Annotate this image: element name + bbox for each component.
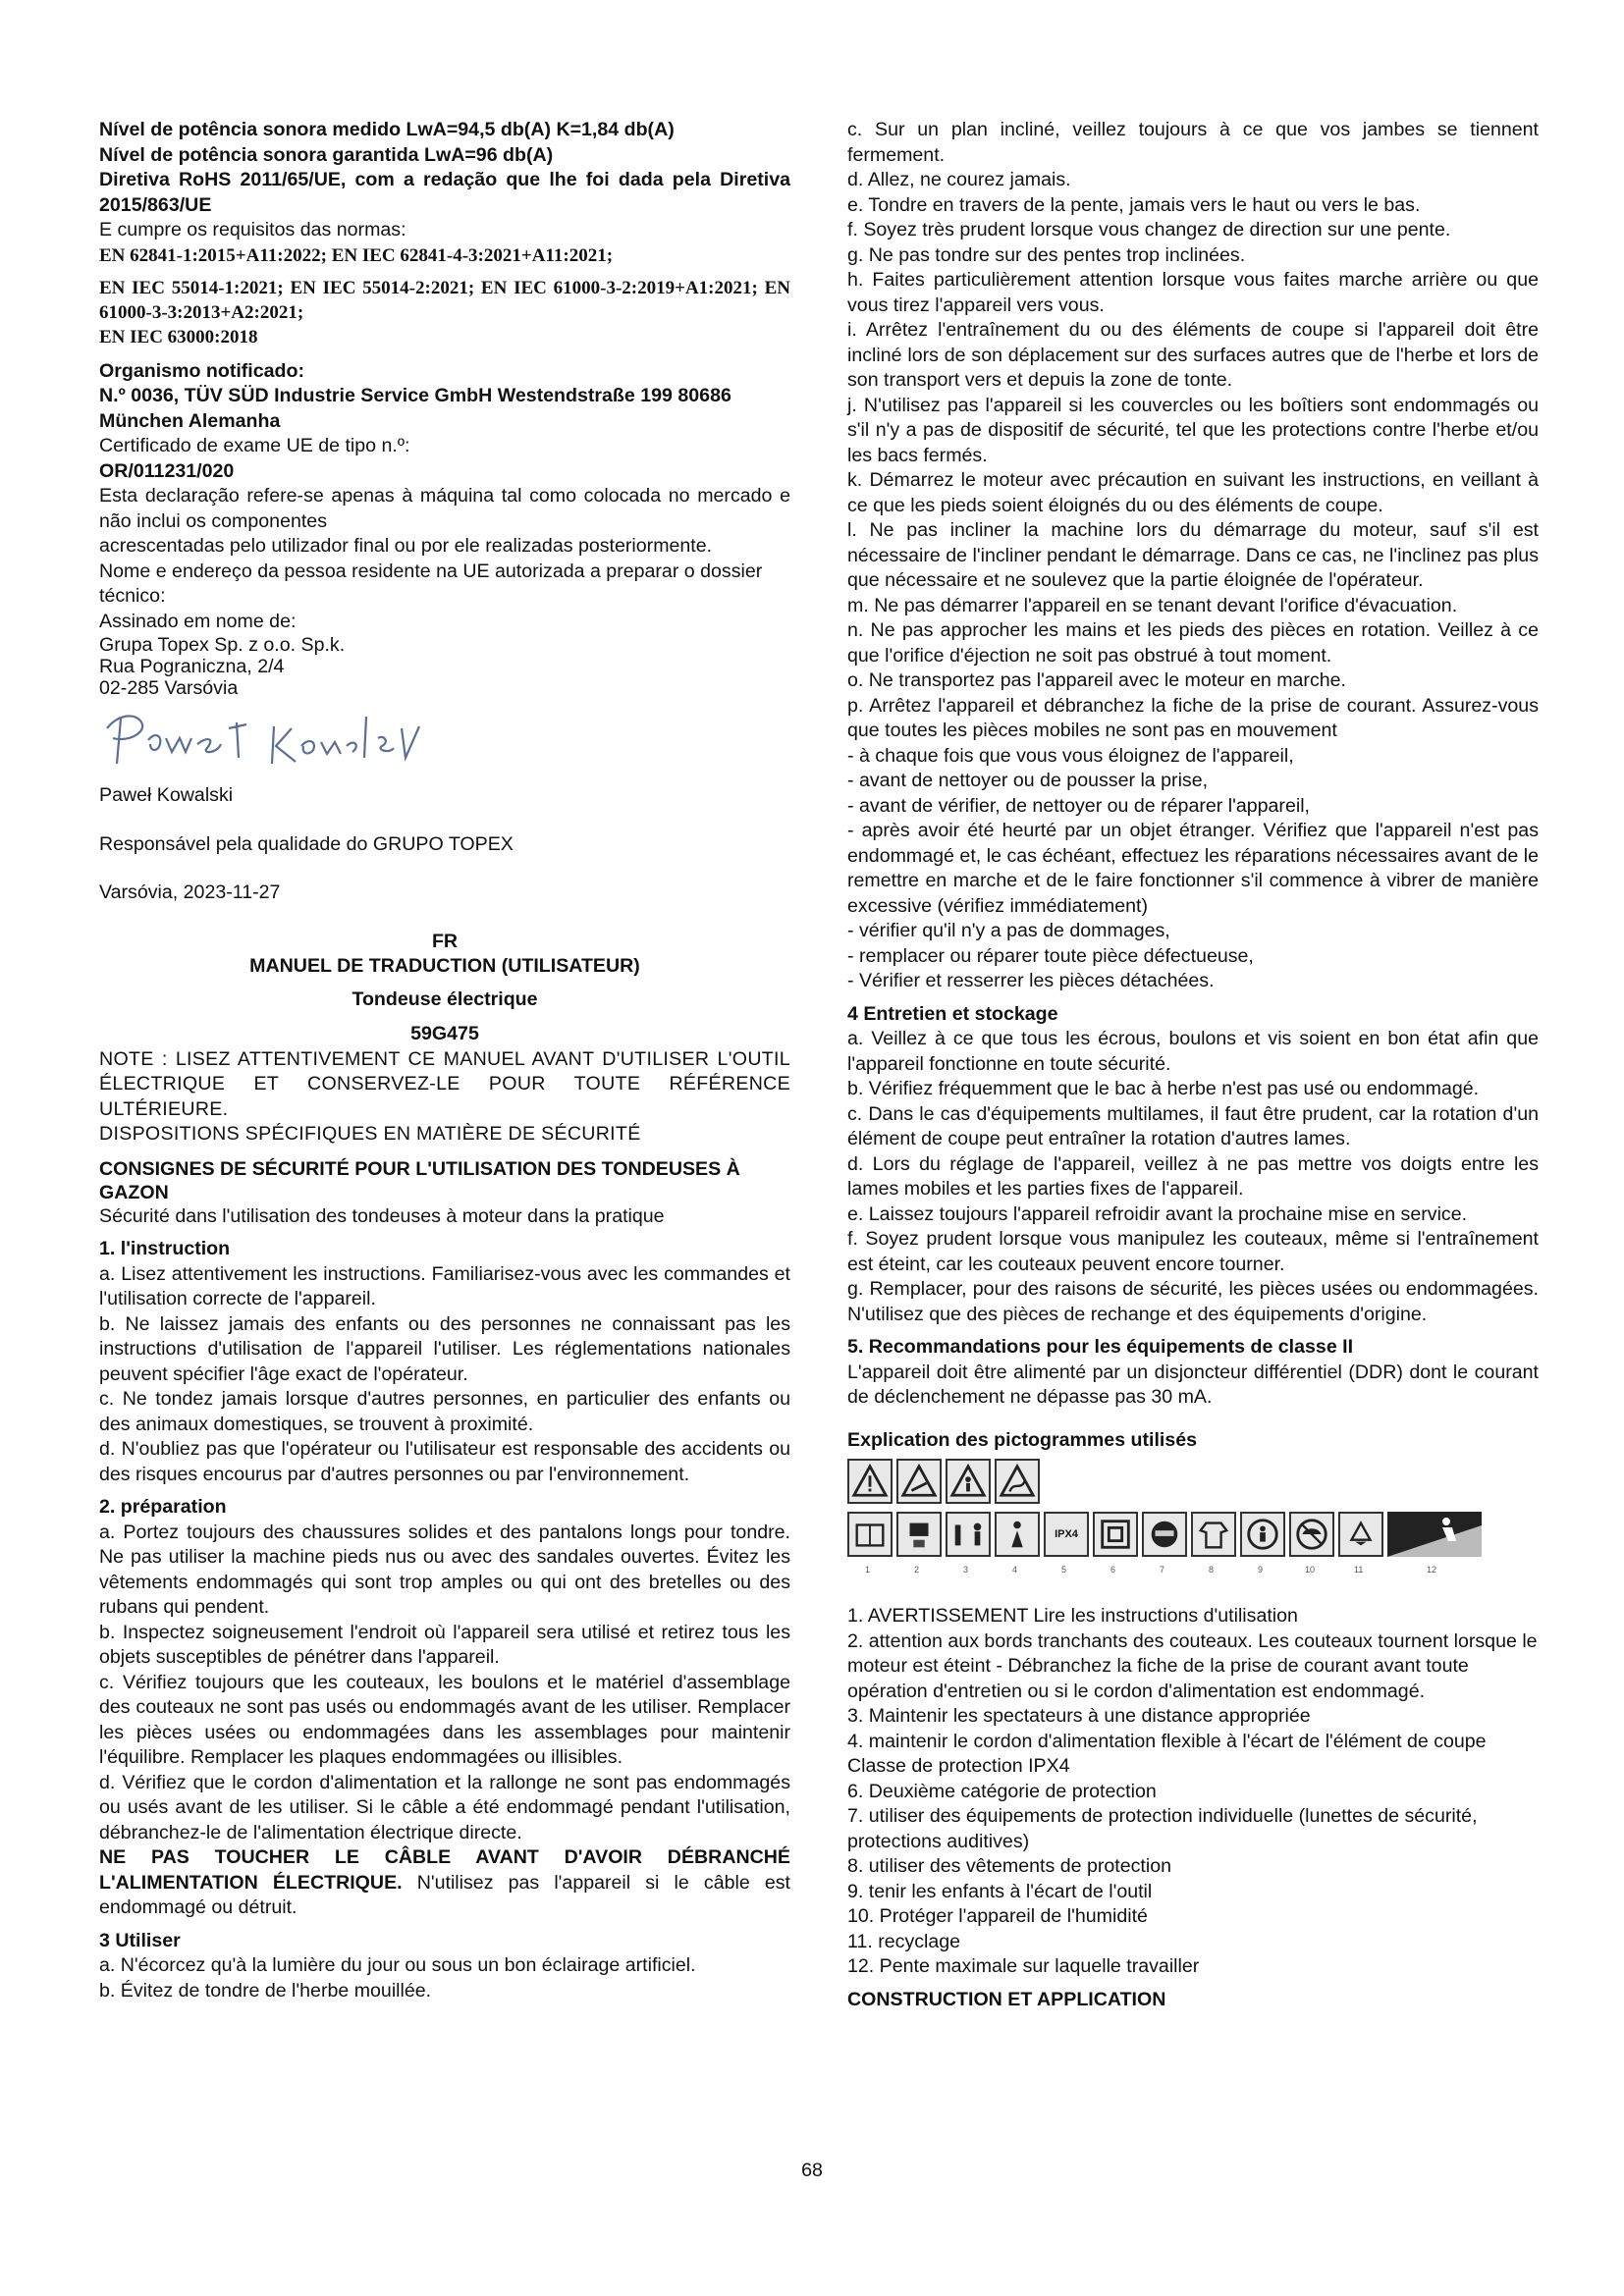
section-2-item: d. Vérifiez que le cordon d'alimentation et la rallonge ne sont pas endommagés ou usés avant de les utiliser. Si le câble a été endommagé pendant l'utilisation, débranchez-le de l'alimentation électrique directe. xyxy=(99,1771,790,1843)
signature-graphic xyxy=(99,699,453,777)
pict-num: 4 xyxy=(1012,1565,1018,1575)
page-number: 68 xyxy=(801,2160,823,2181)
warning-rest: N'utilisez pas l'appareil si le câble est endommagé ou détruit. xyxy=(99,1871,790,1918)
pictogram-legend-item: 3. Maintenir les spectateurs à une distance appropriée xyxy=(847,1705,1311,1727)
pict-num: 11 xyxy=(1354,1565,1364,1575)
consignes-sub: Sécurité dans l'utilisation des tondeuses à moteur dans la pratique xyxy=(99,1204,665,1227)
product-name: Tondeuse électrique xyxy=(352,988,538,1010)
section-4-item: f. Soyez prudent lorsque vous manipulez les couteaux, même si l'entraînement est éteint, car les couteaux peuvent encore tourner. xyxy=(847,1228,1539,1275)
pict-num: 2 xyxy=(914,1565,920,1575)
section-1-item: d. N'oubliez pas que l'opérateur ou l'utilisateur est responsable des accidents ou des risques encourus par d'autres personnes ou par l'environnement. xyxy=(99,1438,790,1485)
section-3-item: c. Sur un plan incliné, veillez toujours à ce que vos jambes se tiennent fermement. xyxy=(847,119,1539,166)
signature-text xyxy=(453,699,454,700)
left-column xyxy=(99,118,790,2003)
section-4-title: 4 Entretien et stockage xyxy=(847,1002,1058,1025)
dispositions-text: DISPOSITIONS SPÉCIFIQUES EN MATIÈRE DE SÉCURITÉ xyxy=(99,1123,641,1145)
pictogram-legend-item: 10. Protéger l'appareil de l'humidité xyxy=(847,1905,1148,1927)
cord-away-icon xyxy=(995,1512,1040,1557)
norm-intro: E cumpre os requisitos das normas: xyxy=(99,219,406,240)
manual-book-icon xyxy=(847,1512,893,1557)
pictogram-legend-item: 11. recyclage xyxy=(847,1930,961,1952)
section-3-item: k. Démarrez le moteur avec précaution en suivant les instructions, en veillant à ce que les pieds soient éloignés du ou des éléments de coupe. xyxy=(847,469,1539,516)
date-line: Varsóvia, 2023-11-27 xyxy=(99,881,281,903)
section-3-subitem: - à chaque fois que vous vous éloignez de l'appareil, xyxy=(847,744,1294,767)
pict-num: 3 xyxy=(963,1565,969,1575)
decl-text: Assinado em nome de: xyxy=(99,610,297,632)
decl-line: Nível de potência sonora garantida LwA=96 db(A) xyxy=(99,143,554,166)
section-3-item: g. Ne pas tondre sur des pentes trop inclinées. xyxy=(847,243,1246,266)
norm-line: EN IEC 55014-1:2021; EN IEC 55014-2:2021; EN IEC 61000-3-2:2019+A1:2021; EN 61000-3-3:2013+A2:2021; xyxy=(99,277,790,323)
section-1-item: c. Ne tondez jamais lorsque d'autres personnes, en particulier des enfants ou des animaux domestiques, se trouvent à proximité. xyxy=(99,1388,790,1435)
section-2-item: b. Inspectez soigneusement l'endroit où l'appareil sera utilisé et retirez tous les objets susceptibles de pénétrer dans l'appareil. xyxy=(99,1621,790,1668)
section-3-item: j. N'utilisez pas l'appareil si les couvercles ou les boîtiers sont endommagés ou s'il n'y a pas de dispositif de sécurité, tel que les protections contre l'herbe et/ou les bacs fermés. xyxy=(847,394,1539,466)
cord-warning-icon xyxy=(995,1459,1040,1504)
consignes-title: CONSIGNES DE SÉCURITÉ POUR L'UTILISATION DES TONDEUSES À GAZON xyxy=(99,1157,740,1203)
section-2-warning xyxy=(99,1845,790,1921)
section-2-item: c. Vérifiez toujours que les couteaux, les boulons et le matériel d'assemblage des couteaux ne sont pas usés ou endommagés avant de les utiliser. Remplacer les pièces usées ou endommagées dans les assemblages pour maintenir l'équilibre. Remplacer les plaques endommagées ou illisibles. xyxy=(99,1671,790,1768)
section-3-subitem: - avant de nettoyer ou de pousser la prise, xyxy=(847,770,1209,791)
children-away-icon xyxy=(1240,1512,1285,1557)
protective-gear-icon xyxy=(1142,1512,1187,1557)
section-3-item: e. Tondre en travers de la pente, jamais vers le haut ou vers le bas. xyxy=(847,193,1421,216)
pict-num: 7 xyxy=(1160,1565,1165,1575)
warning-triangle-icon xyxy=(847,1459,893,1504)
distance-icon xyxy=(946,1512,991,1557)
pict-num: 12 xyxy=(1427,1565,1437,1575)
right-column xyxy=(847,118,1539,2012)
company-name: Grupa Topex Sp. z o.o. Sp.k. xyxy=(99,634,346,656)
notified-title: Organismo notificado: xyxy=(99,359,305,382)
section-4-item: g. Remplacer, pour des raisons de sécurité, les pièces usées ou endommagées. N'utilisez que des pièces de rechange et des équipements d'origine. xyxy=(847,1278,1539,1325)
section-3-item: h. Faites particulièrement attention lorsque vous faites marche arrière ou que vous tirez l'appareil vers vous. xyxy=(847,269,1539,316)
section-3-item: n. Ne pas approcher les mains et les pieds des pièces en rotation. Veillez à ce que l'orifice d'éjection ne soit pas obstrué à tout moment. xyxy=(847,619,1539,667)
manual-title: MANUEL DE TRADUCTION (UTILISATEUR) xyxy=(249,955,640,977)
section-4-item: a. Veillez à ce que tous les écrous, boulons et vis soient en bon état afin que l'appareil fonctionne en toute sécurité. xyxy=(847,1028,1539,1075)
section-3-item: o. Ne transportez pas l'appareil avec le moteur en marche. xyxy=(847,669,1346,691)
section-3-item: b. Évitez de tondre de l'herbe mouillée. xyxy=(99,1979,432,2002)
decl-text: Nome e endereço da pessoa residente na UE autorizada a preparar o dossier técnico: xyxy=(99,560,763,607)
pictogram-legend-item: 6. Deuxième catégorie de protection xyxy=(847,1780,1157,1802)
pictogram-row-top xyxy=(847,1459,1040,1504)
pictograms-strip xyxy=(847,1459,1554,1604)
class-two-icon xyxy=(1093,1512,1138,1557)
section-3-item: p. Arrêtez l'appareil et débranchez la fiche de la prise de courant. Assurez-vous que toutes les pièces mobiles ne sont pas en mouvement xyxy=(847,694,1539,741)
norm-line: EN 62841-1:2015+A11:2022; EN IEC 62841-4-3:2021+A11:2021; xyxy=(99,244,614,266)
pict-num: 9 xyxy=(1258,1565,1264,1575)
pictogram-legend-item: 4. maintenir le cordon d'alimentation flexible à l'écart de l'élément de coupe xyxy=(847,1730,1487,1752)
note-text: NOTE : LISEZ ATTENTIVEMENT CE MANUEL AVANT D'UTILISER L'OUTIL ÉLECTRIQUE ET CONSERVEZ-LE POUR TOUTE RÉFÉRENCE ULTÉRIEURE. xyxy=(99,1047,790,1120)
section-2-title: 2. préparation xyxy=(99,1496,227,1518)
section-4-item: d. Lors du réglage de l'appareil, veillez à ne pas mettre vos doigts entre les lames mobiles et les parties fixes de l'appareil. xyxy=(847,1152,1539,1200)
section-3-item: m. Ne pas démarrer l'appareil en se tenant devant l'orifice d'évacuation. xyxy=(847,594,1458,616)
pictogram-row-bottom xyxy=(847,1512,1482,1557)
section-1-title: 1. l'instruction xyxy=(99,1238,231,1259)
decl-line: Nível de potência sonora medido LwA=94,5 db(A) K=1,84 db(A) xyxy=(99,119,675,140)
pictogram-legend-item: Classe de protection IPX4 xyxy=(847,1755,1070,1777)
section-4-item: c. Dans le cas d'équipements multilames, il faut être prudent, car la rotation d'un élément de coupe peut entraîner la rotation d'autres lames. xyxy=(847,1102,1539,1149)
pictogram-legend-item: 8. utiliser des vêtements de protection xyxy=(847,1855,1172,1877)
section-2-item: a. Portez toujours des chaussures solides et des pantalons longs pour tondre. Ne pas utiliser la machine pieds nus ou avec des sandales ouvertes. Évitez les vêtements endommagés qui sont trop amples ou qui ont des bretelles ou des rubans qui pendent. xyxy=(99,1521,790,1618)
pictogram-legend-item: 9. tenir les enfants à l'écart de l'outil xyxy=(847,1880,1153,1902)
unplug-icon xyxy=(896,1512,942,1557)
cert-label: Certificado de exame UE de tipo n.º: xyxy=(99,435,410,456)
decl-text: acrescentadas pelo utilizador final ou por ele realizadas posteriormente. xyxy=(99,535,713,557)
language-code: FR xyxy=(431,930,459,952)
section-3-item: i. Arrêtez l'entraînement du ou des éléments de coupe si l'appareil doit être incliné lors de son déplacement sur des surfaces autres que de l'herbe et lors de son transport vers et depuis la zone de tonte. xyxy=(847,319,1539,391)
decl-text: Esta declaração refere-se apenas à máquina tal como colocada no mercado e não inclui os componentes xyxy=(99,485,790,532)
section-5-text: L'appareil doit être alimenté par un disjoncteur différentiel (DDR) dont le courant de déclenchement ne dépasse pas 30 mA. xyxy=(847,1361,1539,1408)
pictogram-legend-item: 12. Pente maximale sur laquelle travailler xyxy=(847,1955,1200,1977)
pict-num: 5 xyxy=(1061,1565,1067,1575)
model-number: 59G475 xyxy=(410,1023,479,1044)
protective-clothing-icon xyxy=(1191,1512,1236,1557)
section-4-item: e. Laissez toujours l'appareil refroidir avant la prochaine mise en service. xyxy=(847,1202,1468,1225)
section-3-subitem: - après avoir été heurté par un objet étranger. Vérifiez que l'appareil n'est pas endommagé et, le cas échéant, effectuez les réparations nécessaires avant de le remettre en marche et de le faire fonctionner s'il commence à vibrer de manière excessive (vérifiez immédiatement) xyxy=(847,820,1539,917)
section-1-item: a. Lisez attentivement les instructions. Familiarisez-vous avec les commandes et l'utilisation correcte de l'appareil. xyxy=(99,1262,790,1309)
section-3-subitem: - Vérifier et resserrer les pièces détachées. xyxy=(847,970,1215,991)
notified-body: N.º 0036, TÜV SÜD Industrie Service GmbH Westendstraße 199 80686 München Alemanha xyxy=(99,385,731,432)
section-3-title: 3 Utiliser xyxy=(99,1929,181,1951)
pictograms-title: Explication des pictogrammes utilisés xyxy=(847,1428,1198,1451)
no-rain-icon xyxy=(1289,1512,1334,1557)
pictogram-legend-item: 1. AVERTISSEMENT Lire les instructions d'utilisation xyxy=(847,1605,1298,1627)
section-3-subitem: - vérifier qu'il n'y a pas de dommages, xyxy=(847,920,1170,941)
responsible-line: Responsável pela qualidade do GRUPO TOPEX xyxy=(99,832,514,855)
signature xyxy=(99,699,790,777)
section-4-item: b. Vérifiez fréquemment que le bac à herbe n'est pas usé ou endommagé. xyxy=(847,1078,1480,1099)
company-street: Rua Pograniczna, 2/4 xyxy=(99,656,285,677)
cert-number: OR/011231/020 xyxy=(99,459,235,482)
blade-warning-icon xyxy=(896,1459,942,1504)
warning-bold: NE PAS TOUCHER LE CÂBLE AVANT D'AVOIR DÉBRANCHÉ L'ALIMENTATION ÉLECTRIQUE. xyxy=(99,1846,790,1894)
pictogram-legend-item: 2. attention aux bords tranchants des couteaux. Les couteaux tournent lorsque le moteur est éteint - Débranchez la fiche de la prise de courant avant toute opération d'entretien ou si le cordon d'alimentation est endommagé. xyxy=(847,1629,1538,1702)
section-3-subitem: - remplacer ou réparer toute pièce défectueuse, xyxy=(847,944,1254,967)
company-city: 02-285 Varsóvia xyxy=(99,677,239,699)
recycling-icon xyxy=(1338,1512,1383,1557)
decl-line: Diretiva RoHS 2011/65/UE, com a redação que lhe foi dada pela Diretiva 2015/863/UE xyxy=(99,169,790,216)
norm-line: EN IEC 63000:2018 xyxy=(99,326,258,347)
pict-num: 1 xyxy=(865,1565,871,1575)
section-3-item: d. Allez, ne courez jamais. xyxy=(847,169,1071,190)
pictogram-legend-item: 7. utiliser des équipements de protection individuelle (lunettes de sécurité, protections auditives) xyxy=(847,1805,1478,1852)
pict-num: 6 xyxy=(1110,1565,1116,1575)
section-1-item: b. Ne laissez jamais des enfants ou des personnes ne connaissant pas les instructions d'utilisation de l'appareil l'utiliser. Les réglementations nationales peuvent spécifier l'âge exact de l'opérateur. xyxy=(99,1312,790,1385)
section-3-item: a. N'écorcez qu'à la lumière du jour ou sous un bon éclairage artificiel. xyxy=(99,1954,696,1976)
signer-name: Paweł Kowalski xyxy=(99,784,234,806)
ipx4-icon: IPX4 xyxy=(1044,1512,1089,1557)
section-3-item: f. Soyez très prudent lorsque vous changez de direction sur une pente. xyxy=(847,219,1451,240)
construction-title: CONSTRUCTION ET APPLICATION xyxy=(847,1988,1166,2010)
pict-num: 8 xyxy=(1209,1565,1215,1575)
bystander-warning-icon xyxy=(946,1459,991,1504)
section-3-item: l. Ne pas incliner la machine lors du démarrage du moteur, sauf s'il est nécessaire de l'incliner pendant le démarrage. Dans ce cas, ne l'inclinez pas plus que nécessaire et ne soulevez que la partie éloignée de l'opérateur. xyxy=(847,519,1539,591)
max-slope-icon xyxy=(1387,1512,1482,1557)
section-5-title: 5. Recommandations pour les équipements de classe II xyxy=(847,1336,1354,1358)
pict-num: 10 xyxy=(1305,1565,1316,1575)
section-3-subitem: - avant de vérifier, de nettoyer ou de réparer l'appareil, xyxy=(847,794,1310,817)
